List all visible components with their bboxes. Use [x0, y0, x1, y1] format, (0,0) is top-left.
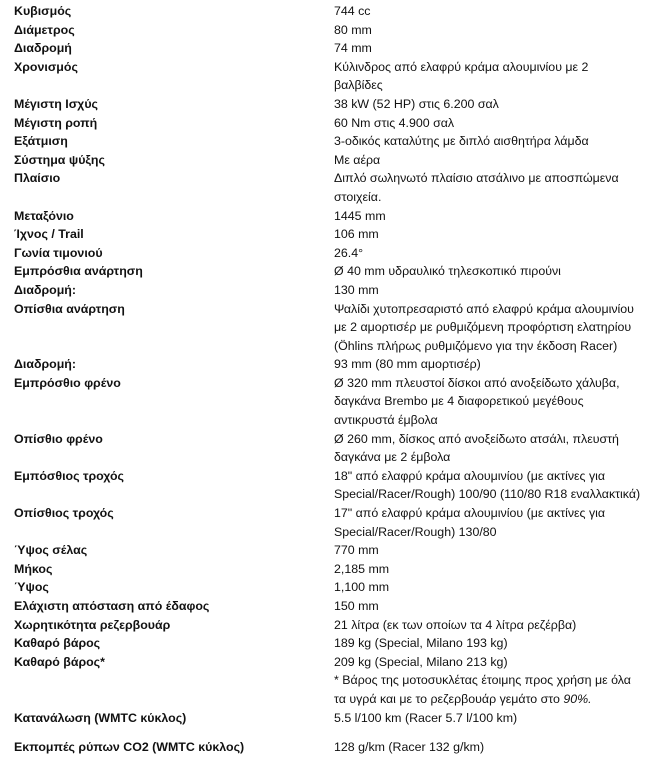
spec-value	[320, 114, 655, 133]
spec-value-line	[334, 281, 655, 300]
spec-row	[0, 95, 655, 114]
spec-value-text: 744 cc	[334, 4, 371, 18]
spec-value	[320, 541, 655, 560]
spec-label: Γωνία τιμονιού	[14, 245, 103, 260]
spec-row	[0, 616, 655, 635]
spec-value	[320, 207, 655, 226]
spec-value-text: Ø 260 mm, δίσκος από ανοξείδωτο ατσάλι, πλευστή	[334, 431, 619, 446]
spec-row	[0, 374, 655, 430]
spec-value	[320, 560, 655, 579]
spec-row	[0, 709, 655, 728]
spec-row	[0, 355, 655, 374]
spec-value-line	[334, 21, 655, 40]
spec-value-line	[334, 653, 655, 672]
spec-value-line	[334, 430, 655, 449]
spec-value-line	[334, 95, 655, 114]
spec-value-text: Ø 40 mm υδραυλικό τηλεσκοπικό πιρούνι	[334, 264, 561, 279]
spec-row	[0, 738, 655, 757]
spec-label: Εμπόσθιος τροχός	[14, 468, 124, 483]
spec-value-text: 150 mm	[334, 599, 379, 613]
spec-row	[0, 560, 655, 579]
spec-value-text: 209 kg (Special, Milano 213 kg)	[334, 654, 508, 669]
spec-value-text: 1445 mm	[334, 208, 386, 223]
spec-label: Ύψος	[14, 580, 49, 595]
spec-label: Μέγιστη ροπή	[14, 115, 98, 130]
spec-value-text: Ψαλίδι χυτοπρεσαριστό από ελαφρύ κράμα αλουμινίου	[334, 301, 634, 316]
spec-value	[320, 39, 655, 58]
spec-value-text: 106 mm	[334, 227, 379, 242]
spec-value-text: τα υγρά και με το ρεζερβουάρ γεμάτο στο	[334, 691, 564, 706]
spec-value-line	[334, 671, 655, 690]
spec-value-line	[334, 318, 655, 337]
spec-label: Μέγιστη Ισχύς	[14, 96, 98, 111]
spec-value-line	[334, 523, 655, 542]
spec-label: Κυβισμός	[14, 4, 72, 18]
spec-row	[0, 300, 655, 356]
spec-value-text: 3-οδικός καταλύτης με διπλό αισθητήρα λάμδα	[334, 134, 589, 149]
spec-row	[0, 114, 655, 133]
spec-value	[320, 58, 655, 95]
spec-value-line	[334, 578, 655, 597]
spec-value	[320, 374, 655, 430]
spec-value	[320, 2, 655, 21]
spec-value-text: 189 kg (Special, Milano 193 kg)	[334, 636, 508, 651]
spec-value-line	[334, 634, 655, 653]
spec-value-line	[334, 114, 655, 133]
spec-value	[320, 21, 655, 40]
spec-table	[0, 2, 655, 757]
spec-label: Διαδρομή:	[14, 282, 76, 297]
spec-value-line	[334, 2, 655, 21]
spec-value-text: Special/Racer/Rough) 130/80	[334, 524, 497, 539]
spec-label: Ελάχιστη απόσταση από έδαφος	[14, 599, 210, 613]
spec-value	[320, 709, 655, 728]
spec-row	[0, 132, 655, 151]
spec-value	[320, 616, 655, 635]
spec-value-text: Κύλινδρος από ελαφρύ κράμα αλουμινίου με 2	[334, 59, 589, 74]
spec-value-text: δαγκάνα με 2 έμβολα	[334, 450, 451, 465]
spec-value-text: 26.4°	[334, 245, 364, 260]
spec-value	[320, 262, 655, 281]
spec-value-text: Special/Racer/Rough) 100/90 (110/80 R18 εναλλακτικά)	[334, 487, 641, 502]
spec-value	[320, 653, 655, 672]
spec-label: Εμπρόσθιο φρένο	[14, 375, 121, 390]
spec-value-line	[334, 355, 655, 374]
spec-label: Μεταξόνιο	[14, 208, 74, 223]
spec-label: Οπίσθιο φρένο	[14, 431, 103, 446]
spec-value-line	[334, 76, 655, 95]
spec-row	[0, 39, 655, 58]
spec-row	[0, 151, 655, 170]
spec-value-line	[334, 39, 655, 58]
spec-value-line	[334, 151, 655, 170]
spec-label: Οπίσθια ανάρτηση	[14, 301, 125, 316]
spec-value	[320, 430, 655, 467]
spec-value-text: * Βάρος της μοτοσυκλέτας έτοιμης προς χρήση με όλα	[334, 673, 631, 688]
spec-value	[320, 504, 655, 541]
spec-value-text: δαγκάνα Brembo με 4 διαφορετικού μεγέθους	[334, 394, 584, 409]
spec-value-text: στοιχεία.	[334, 189, 382, 204]
spec-row	[0, 653, 655, 672]
spec-value-line	[334, 169, 655, 188]
spec-value-line	[334, 467, 655, 486]
spec-value	[320, 355, 655, 374]
spec-value-line	[334, 738, 655, 757]
spec-label: Διαδρομή:	[14, 357, 76, 372]
spec-value-line	[334, 374, 655, 393]
spec-value-line	[334, 262, 655, 281]
spec-value-line	[334, 188, 655, 207]
spec-value-text: 1,100 mm	[334, 580, 390, 595]
spec-label: Διαδρομή	[14, 41, 72, 56]
spec-value-italic: 90%.	[563, 691, 592, 706]
spec-value-line	[334, 597, 655, 616]
spec-value	[320, 578, 655, 597]
spec-value	[320, 467, 655, 504]
spec-value-text: 2,185 mm	[334, 561, 390, 576]
spec-label: Ίχνος / Trail	[14, 227, 84, 242]
spec-value	[320, 300, 655, 356]
spec-value-text: Με αέρα	[334, 152, 381, 167]
spec-value-text: 38 kW (52 HP) στις 6.200 σαλ	[334, 96, 499, 111]
spec-label: Οπίσθιος τροχός	[14, 506, 114, 521]
spec-value-line	[334, 132, 655, 151]
spec-value-text: 130 mm	[334, 282, 379, 297]
spec-value-line	[334, 58, 655, 77]
spec-value	[320, 634, 655, 653]
spec-label: Ύψος σέλας	[14, 543, 88, 558]
spec-value	[320, 132, 655, 151]
spec-value-line	[334, 337, 655, 356]
spec-value-line	[334, 392, 655, 411]
spec-row	[0, 504, 655, 541]
spec-label: Καθαρό βάρος*	[14, 654, 105, 669]
spec-label: Χωρητικότητα ρεζερβουάρ	[14, 617, 171, 632]
spec-value-line	[334, 300, 655, 319]
spec-value-text: 770 mm	[334, 543, 379, 558]
spec-value-text: 80 mm	[334, 22, 372, 37]
spec-value	[320, 225, 655, 244]
spec-value	[320, 597, 655, 616]
spec-row	[0, 430, 655, 467]
spec-label: Διάμετρος	[14, 22, 75, 37]
spec-label: Χρονισμός	[14, 59, 78, 74]
spec-value-line	[334, 411, 655, 430]
spec-value-text: 5.5 l/100 km (Racer 5.7 l/100 km)	[334, 710, 518, 725]
spec-row	[0, 467, 655, 504]
spec-row	[0, 244, 655, 263]
spec-value-text: με 2 αμορτισέρ με ρυθμιζόμενη προφόρτιση ελατηρίου	[334, 320, 632, 335]
spec-value-text: (Öhlins πλήρως ρυθμιζόμενο για την έκδοση Racer)	[334, 338, 618, 353]
spec-value-text: Ø 320 mm πλευστοί δίσκοι από ανοξείδωτο χάλυβα,	[334, 375, 620, 390]
spec-value	[320, 738, 655, 757]
spec-value	[320, 281, 655, 300]
spec-label: Μήκος	[14, 561, 53, 576]
spec-value-line	[334, 560, 655, 579]
spec-row	[0, 671, 655, 708]
spec-value-text: Διπλό σωληνωτό πλαίσιο ατσάλινο με αποσπώμενα	[334, 171, 619, 186]
spec-value-line	[334, 616, 655, 635]
spec-value-text: 74 mm	[334, 41, 372, 56]
spec-row	[0, 578, 655, 597]
spec-value-line	[334, 244, 655, 263]
spec-row	[0, 21, 655, 40]
spec-row	[0, 169, 655, 206]
spec-label: Πλαίσιο	[14, 171, 61, 186]
spec-value-text: 17" από ελαφρύ κράμα αλουμινίου (με ακτίνες για	[334, 506, 606, 521]
spec-row	[0, 225, 655, 244]
spec-value-text: 18" από ελαφρύ κράμα αλουμινίου (με ακτίνες για	[334, 468, 606, 483]
spec-row	[0, 262, 655, 281]
spec-row	[0, 541, 655, 560]
spec-value-line	[334, 485, 655, 504]
spec-value	[320, 95, 655, 114]
spec-value-line	[334, 690, 655, 709]
spec-value-line	[334, 207, 655, 226]
spec-value-text: 128 g/km (Racer 132 g/km)	[334, 740, 485, 755]
spec-label: Καθαρό βάρος	[14, 636, 101, 651]
spec-row	[0, 597, 655, 616]
spec-value-line	[334, 709, 655, 728]
spec-value-text: 60 Nm στις 4.900 σαλ	[334, 115, 455, 130]
spec-row	[0, 634, 655, 653]
spec-value	[320, 151, 655, 170]
spec-value-text: 21 λίτρα (εκ των οποίων τα 4 λίτρα ρεζέρβα)	[334, 617, 577, 632]
spec-row	[0, 58, 655, 95]
spec-value	[320, 671, 655, 708]
spec-label: Εκπομπές ρύπων CO2 (WMTC κύκλος)	[14, 740, 245, 755]
spec-label: Εξάτμιση	[14, 134, 68, 149]
spec-label: Κατανάλωση (WMTC κύκλος)	[14, 710, 187, 725]
spec-row	[0, 2, 655, 21]
spec-value-line	[334, 504, 655, 523]
spec-row	[0, 207, 655, 226]
spec-label: Σύστημα ψύξης	[14, 152, 105, 167]
spec-value	[320, 169, 655, 206]
spec-label	[0, 671, 320, 708]
spec-label: Εμπρόσθια ανάρτηση	[14, 264, 143, 279]
spec-value-line	[334, 541, 655, 560]
spec-value	[320, 244, 655, 263]
spec-row	[0, 281, 655, 300]
spec-value-text: αντικρυστά έμβολα	[334, 413, 438, 428]
spec-value-text: βαλβίδες	[334, 78, 383, 93]
spec-value-text: 93 mm (80 mm αμορτισέρ)	[334, 357, 481, 372]
spec-value-line	[334, 225, 655, 244]
spec-value-line	[334, 448, 655, 467]
